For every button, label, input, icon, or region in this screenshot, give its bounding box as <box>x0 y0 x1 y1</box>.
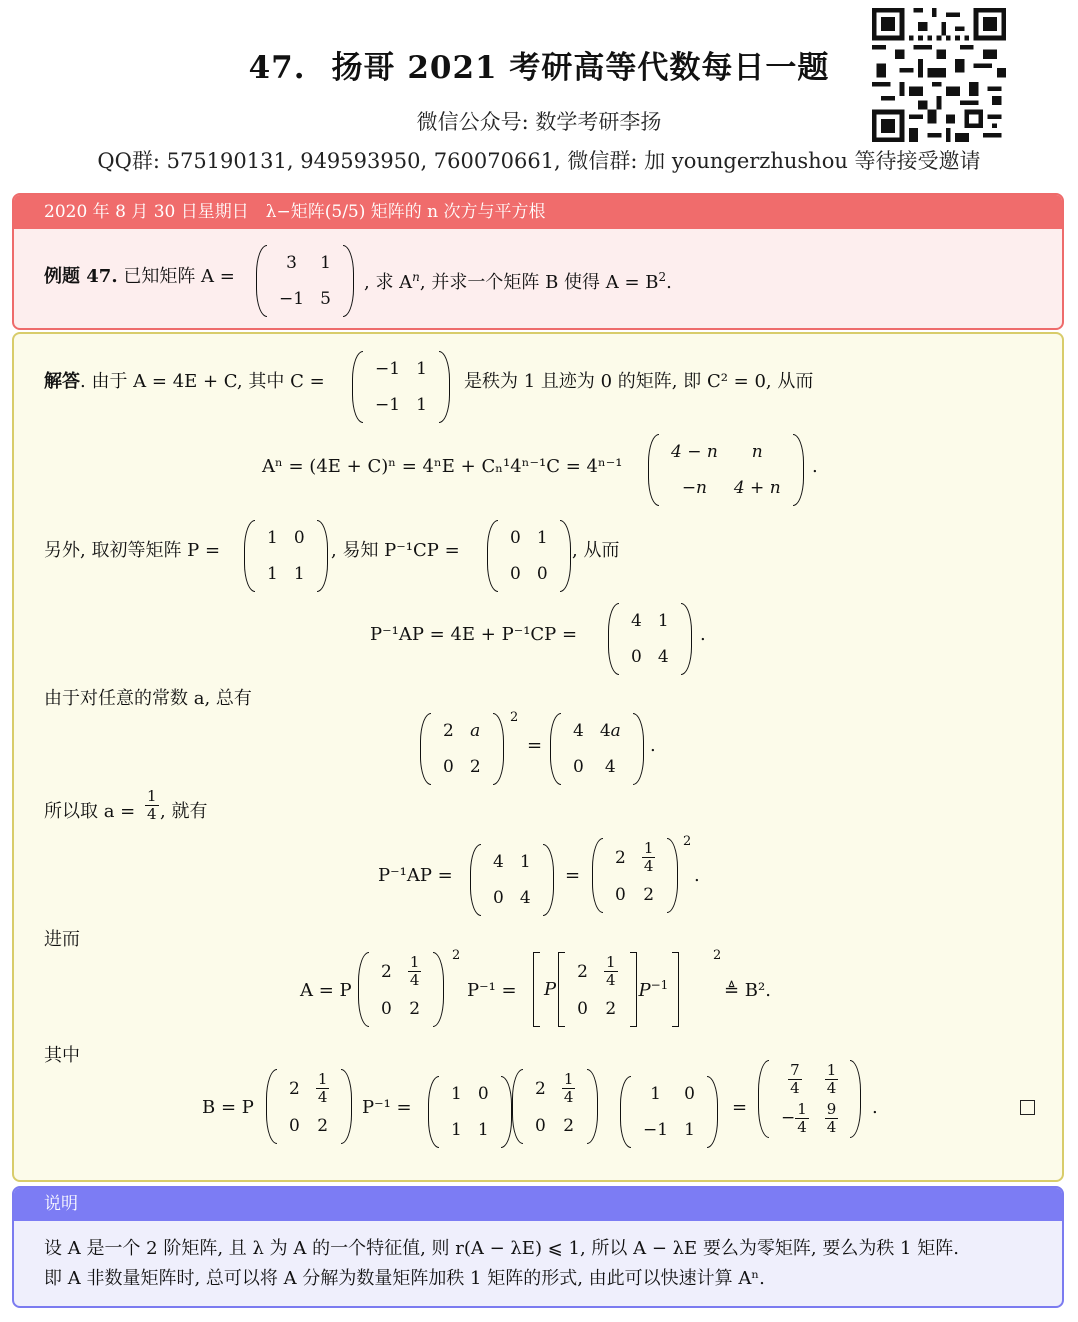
matrix-p: 1 0 1 1 <box>244 520 328 592</box>
matrix-b: $\frac{7}{4}$ $\frac{1}{4}$ − $\frac{1}{4}$ $\frac{9}{4}$ <box>758 1060 861 1138</box>
matrix-a: 3 1 −1 5 <box>256 245 354 317</box>
wechat-account: 微信公众号: 数学考研李扬 <box>416 110 662 134</box>
page: 47. 扬哥 2021 考研高等代数每日一题 微信公众号: 数学考研李扬 QQ群: 575190131, 949593950, 760070661, 微信群: 加 youngerzhushou 等待接受邀请 2020 年 8 月 30 日星期日 λ−矩阵(5/5) 矩阵的 n 次方与平方根 例题 47. 已知矩阵 A = 3 1 −1 5 , 求 $A^n$, 并求一个矩阵 B 使得 $A = B^2$. 解答. 由于 A = 4E + C, 其中 C = −1 1 −1 1 是秩为 1 且迹为 0 的矩阵, 即 C² = 0, 从而 Aⁿ = (4E + C)ⁿ = 4ⁿE + Cₙ¹4ⁿ⁻¹C = 4ⁿ⁻¹ 4 − n n −n 4 + n . 另外, 取初等矩阵 P = 1 0 1 1 , 易知 P⁻¹CP = 0 1 0 0 , 从而 P⁻¹AP = 4E + P⁻¹CP = 4 1 0 4 . 由于对任意的常数 a, 总有 2 a 0 2 2 = 4 4a 0 4 . 所以取 a = $\frac{1}{4}$ , 就有 P⁻¹AP = 4 1 0 4 = 2 $\frac{1}{4}$ 0 2 2 . 进而 A = P 2 $\frac{1}{4}$ 0 2 2 P⁻¹ = P 2 $\frac{1}{4}$ 0 2 $P^{-1}$ 2 ≜ B². 其中 B = P 2 $\frac{1}{4}$ 0 2 P⁻¹ = 1 0 1 1 2 $\frac{1}{4}$ 0 2 1 0 −1 1 = $\frac{7}{4}$ $\frac{1}{4}$ − $\frac{1}{4}$ $\frac{9}{4}$ . 说明 设 A 是一个 2 阶矩阵, 且 λ 为 A 的一个特征值, 则 r(A − λE) ⩽ 1, 所以 A − λE 要么为零矩阵, 要么为秩 1 矩阵. 即 A 非数量矩阵时, 总可以将 A 分解为数量矩阵加秩 1 矩阵的形式, 由此可以快速计算 Aⁿ. <box>0 0 1078 1322</box>
matrix-an: 4 − n n −n 4 + n <box>648 434 804 506</box>
matrix-square-identity: 2 a 0 2 <box>420 713 504 785</box>
problem-statement: 例题 47. 已知矩阵 A = <box>44 266 235 287</box>
problem-header: 2020 年 8 月 30 日星期日 λ−矩阵(5/5) 矩阵的 n 次方与平方根 <box>14 195 1062 229</box>
qq-groups: QQ群: 575190131, 949593950, 760070661, 微信群: 加 youngerzhushou 等待接受邀请 <box>97 149 981 173</box>
problem-box <box>12 193 1064 330</box>
solution-line-1: 解答. 由于 A = 4E + C, 其中 C = <box>44 371 325 392</box>
note-line-2: 即 A 非数量矩阵时, 总可以将 A 分解为数量矩阵加秩 1 矩阵的形式, 由此可以快速计算 Aⁿ. <box>44 1268 765 1289</box>
note-line-1: 设 A 是一个 2 阶矩阵, 且 λ 为 A 的一个特征值, 则 r(A − λE) ⩽ 1, 所以 A − λE 要么为零矩阵, 要么为秩 1 矩阵. <box>44 1238 959 1259</box>
solution-line-6: 其中 <box>44 1045 80 1066</box>
qed-square-icon <box>1020 1100 1035 1115</box>
solution-line-3: 由于对任意的常数 a, 总有 <box>44 688 252 709</box>
matrix-c: −1 1 −1 1 <box>352 351 450 423</box>
solution-line-5: 进而 <box>44 929 80 950</box>
matrix-pcp: 0 1 0 0 <box>487 520 571 592</box>
page-title: 47. 扬哥 2021 考研高等代数每日一题 <box>248 50 830 86</box>
note-header: 说明 <box>14 1188 1062 1221</box>
equation-pap: P⁻¹AP = 4E + P⁻¹CP = <box>370 624 578 645</box>
qr-code-icon <box>872 8 1006 142</box>
matrix-j: 4 1 0 4 <box>608 603 692 675</box>
solution-line-4: 所以取 a = <box>44 801 136 822</box>
equation-an: Aⁿ = (4E + C)ⁿ = 4ⁿE + Cₙ¹4ⁿ⁻¹C = 4ⁿ⁻¹ <box>262 456 623 477</box>
solution-line-2: 另外, 取初等矩阵 P = <box>44 540 221 561</box>
problem-label: 例题 47. <box>44 266 118 287</box>
